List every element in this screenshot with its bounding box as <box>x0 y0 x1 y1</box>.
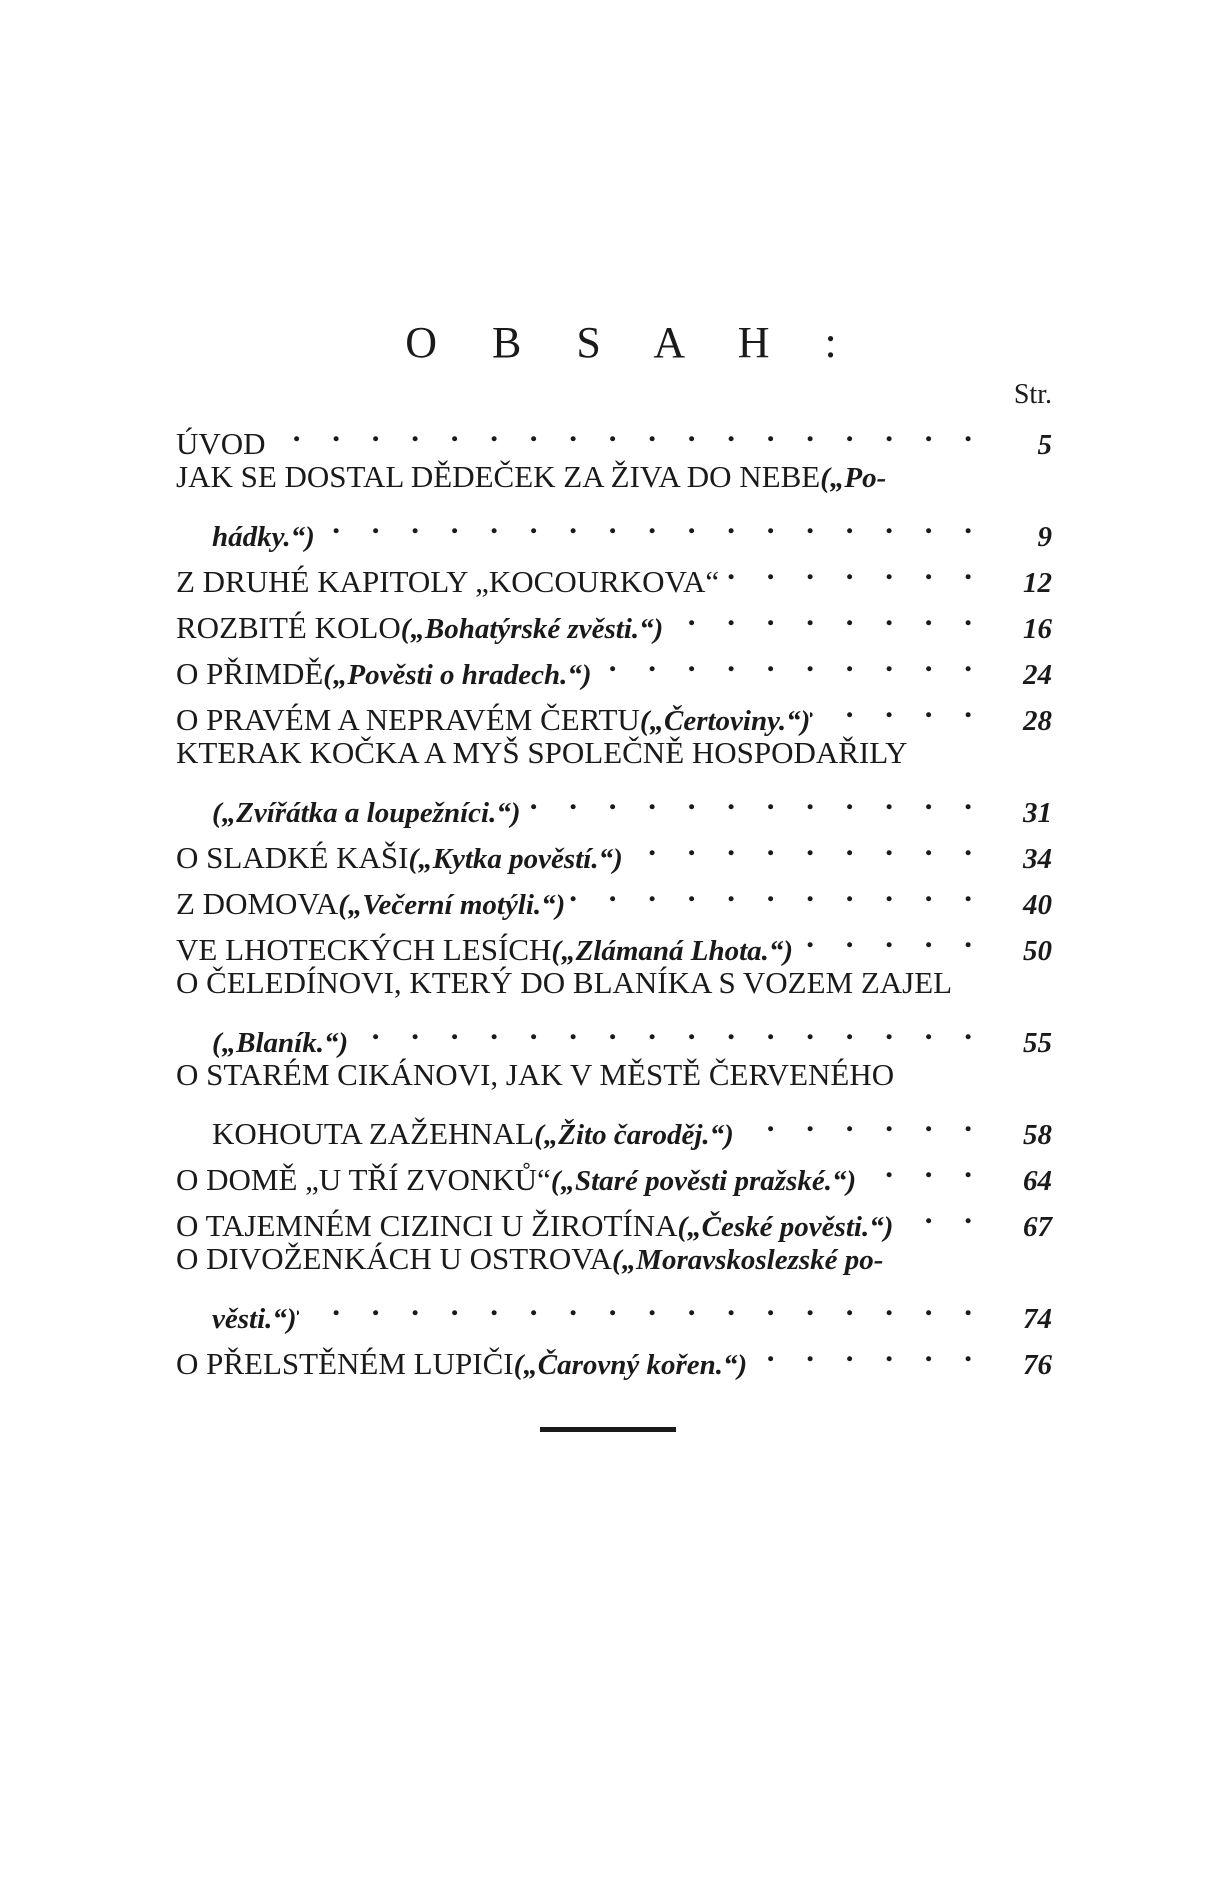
dot-leader <box>719 546 996 592</box>
toc-entry-source: („České pověsti.“) <box>677 1211 894 1243</box>
toc-entry <box>176 1144 1052 1197</box>
toc-entry-line <box>176 500 1052 553</box>
toc-entry-title: Z DOMOVA <box>176 886 339 921</box>
toc-entry-title: O SLADKÉ KAŠI <box>176 840 409 875</box>
toc-entry-line <box>176 776 1052 829</box>
dot-leader <box>663 592 996 638</box>
toc-entry-title: O PŘELSTĚNÉM LUPIČI <box>176 1346 514 1381</box>
toc-page-number: 55 <box>1023 1027 1052 1059</box>
toc-entry-source: („Pověsti o hradech.“) <box>323 659 592 691</box>
toc-page-number: 12 <box>1023 567 1052 599</box>
toc-page-number: 28 <box>1023 705 1052 737</box>
toc-entry-title: ROZBITÉ KOLO <box>176 610 401 645</box>
toc-entry-title: O DIVOŽENKÁCH U OSTROVA <box>176 1241 613 1276</box>
dot-leader <box>747 1328 996 1374</box>
toc-page-number: 58 <box>1023 1119 1052 1151</box>
toc-entry-line <box>176 730 1052 776</box>
toc-entry-line <box>176 1328 1052 1381</box>
toc-entry-title: VE LHOTECKÝCH LESÍCH <box>176 932 552 967</box>
toc-entry-title: O PRAVÉM A NEPRAVÉM ČERTU <box>176 702 640 737</box>
page-column-label: Str. <box>1013 379 1052 410</box>
toc-entry-line <box>176 684 1052 737</box>
toc-entry-source: věsti.“) <box>212 1303 297 1335</box>
dot-leader <box>893 1190 996 1236</box>
toc-entry <box>176 914 1052 967</box>
toc-entry <box>176 1236 1052 1335</box>
toc-entry-line <box>176 1052 1052 1098</box>
toc-entry-line <box>176 1282 1052 1335</box>
toc-entry-line <box>176 1236 1052 1282</box>
toc-entry-line <box>176 1098 1052 1151</box>
toc-page-number: 76 <box>1023 1349 1052 1381</box>
toc-entry <box>176 868 1052 921</box>
toc-page-number: 64 <box>1023 1165 1052 1197</box>
toc-page-number: 74 <box>1023 1303 1052 1335</box>
toc-entry-source: („Čertoviny.“) <box>639 705 811 737</box>
toc-entry-source: („Žito čaroděj.“) <box>534 1119 734 1151</box>
toc-entry <box>176 684 1052 737</box>
toc-entry-title: O DOMĚ „U TŘÍ ZVONKŮ“ <box>176 1162 551 1197</box>
dot-leader <box>565 868 996 914</box>
toc-entry-title: KTERAK KOČKA A MYŠ SPOLEČNĚ HOSPODAŘILY <box>176 735 908 770</box>
toc-entry-source: („Zlámaná Lhota.“) <box>551 935 794 967</box>
toc-entry <box>176 1052 1052 1151</box>
closing-rule <box>540 1427 676 1432</box>
toc-entry-source: („Po- <box>820 462 887 494</box>
toc-page-number: 34 <box>1023 843 1052 875</box>
toc-entry-source: („Staré pověsti pražské.“) <box>550 1165 857 1197</box>
toc-entry <box>176 960 1052 1059</box>
dot-leader <box>810 684 996 730</box>
toc-entry-line <box>176 454 1052 500</box>
toc-entry-title: ÚVOD <box>176 426 266 461</box>
toc-entry <box>176 638 1052 691</box>
toc-page-number: 16 <box>1023 613 1052 645</box>
toc-entry-source: („Moravskoslezské po- <box>612 1244 884 1276</box>
page-title: O B S A H : <box>405 318 859 367</box>
dot-leader <box>521 776 996 822</box>
toc-entry-title: KOHOUTA ZAŽEHNAL <box>212 1116 535 1151</box>
toc-entry <box>176 822 1052 875</box>
toc-page-number: 9 <box>1037 521 1052 553</box>
toc-entry-line <box>176 592 1052 645</box>
toc-entry <box>176 408 1052 461</box>
toc-entry-source: („Večerní motýli.“) <box>338 889 566 921</box>
toc-entry-title: Z DRUHÉ KAPITOLY „KOCOURKOVA“ <box>176 564 720 599</box>
toc-page-number: 67 <box>1023 1211 1052 1243</box>
table-of-contents <box>176 408 1052 1381</box>
dot-leader <box>793 914 996 960</box>
toc-page-number: 31 <box>1023 797 1052 829</box>
toc-entry <box>176 730 1052 829</box>
toc-entry-source: („Zvířátka a loupežníci.“) <box>212 797 521 829</box>
toc-entry-source: („Blaník.“) <box>212 1027 349 1059</box>
toc-entry <box>176 592 1052 645</box>
toc-entry-line <box>176 638 1052 691</box>
toc-entry-line <box>176 546 1052 599</box>
dot-leader <box>266 408 996 454</box>
toc-entry <box>176 1190 1052 1243</box>
toc-page-number: 5 <box>1037 429 1052 461</box>
dot-leader <box>623 822 996 868</box>
toc-entry-title: O PŘIMDĚ <box>176 656 324 691</box>
toc-page-number: 24 <box>1023 659 1052 691</box>
toc-entry-line <box>176 1006 1052 1059</box>
toc-entry-source: („Kytka pověstí.“) <box>408 843 623 875</box>
toc-entry-line <box>176 868 1052 921</box>
toc-entry-title: O STARÉM CIKÁNOVI, JAK V MĚSTĚ ČERVENÉHO <box>176 1057 895 1092</box>
dot-leader <box>315 500 996 546</box>
dot-leader <box>856 1144 996 1190</box>
toc-page-number: 40 <box>1023 889 1052 921</box>
toc-entry-source: hádky.“) <box>212 521 315 553</box>
toc-entry-line <box>176 408 1052 461</box>
toc-entry-source: („Čarovný kořen.“) <box>513 1349 748 1381</box>
toc-page-number: 50 <box>1023 935 1052 967</box>
toc-entry <box>176 1328 1052 1381</box>
toc-entry-line <box>176 1190 1052 1243</box>
dot-leader <box>734 1098 996 1144</box>
toc-entry <box>176 454 1052 553</box>
toc-entry-line <box>176 1144 1052 1197</box>
toc-entry-title: JAK SE DOSTAL DĚDEČEK ZA ŽIVA DO NEBE <box>176 459 821 494</box>
dot-leader <box>297 1282 996 1328</box>
toc-entry-title: O ČELEDÍNOVI, KTERÝ DO BLANÍKA S VOZEM ZAJEL <box>176 965 953 1000</box>
toc-entry-line <box>176 960 1052 1006</box>
toc-entry-source: („Bohatýrské zvěsti.“) <box>400 613 664 645</box>
toc-entry-title: O TAJEMNÉM CIZINCI U ŽIROTÍNA <box>176 1208 678 1243</box>
dot-leader <box>591 638 996 684</box>
toc-entry-line <box>176 822 1052 875</box>
toc-entry <box>176 546 1052 599</box>
dot-leader <box>348 1006 996 1052</box>
toc-entry-line <box>176 914 1052 967</box>
